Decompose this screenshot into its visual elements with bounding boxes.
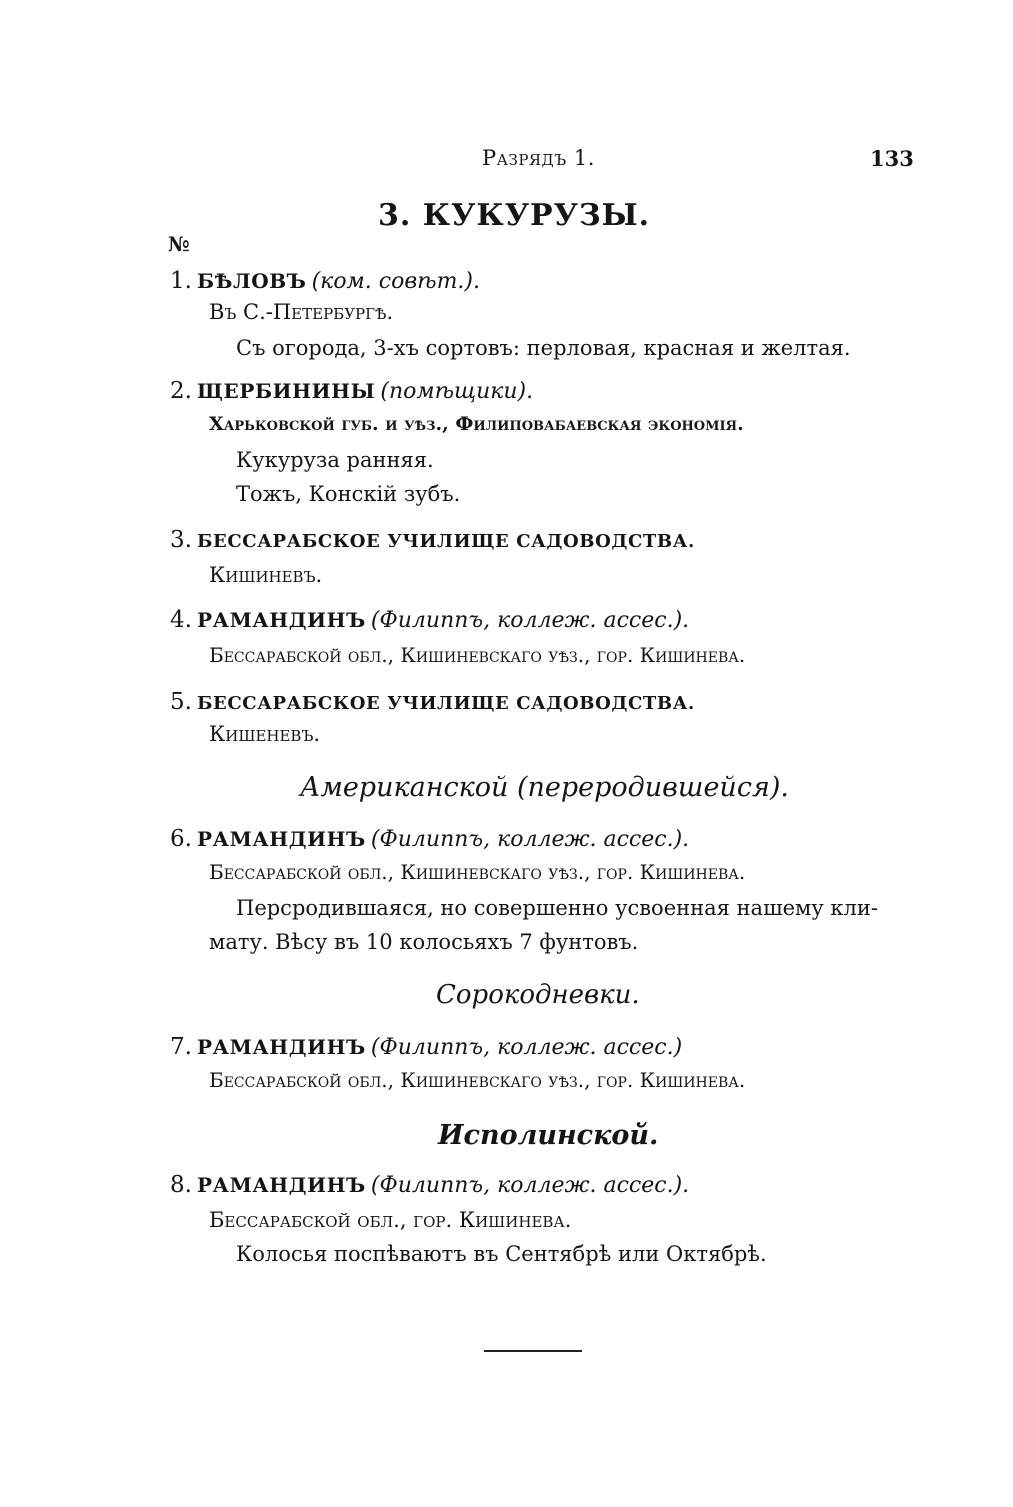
entry-3-heading	[170, 527, 695, 553]
entry-line: Кукуруза ранняя.	[236, 448, 434, 472]
entry-number: 7.	[170, 1034, 192, 1060]
entry-line: Бессарабской обл., гор. Кишинева.	[209, 1208, 572, 1232]
entry-line: Колосья поспѣваютъ въ Сентябрѣ или Октябрѣ.	[236, 1242, 767, 1266]
entry-name: РАМАНДИНЪ	[197, 827, 366, 851]
entry-number: 8.	[170, 1172, 192, 1198]
subheading: Американской (переродившейся).	[300, 772, 789, 803]
entry-line: Харьковской губ. и уѣз., Филиповабаевская экономія.	[209, 413, 744, 435]
entry-line: Съ огорода, 3-хъ сортовъ: перловая, красная и желтая.	[236, 336, 851, 360]
entry-line: мату. Вѣсу въ 10 колосьяхъ 7 фунтовъ.	[209, 930, 639, 954]
entry-line: Кишиневъ.	[209, 563, 323, 587]
number-sign: №	[168, 232, 190, 256]
entry-line: Бессарабской обл., Кишиневскаго уѣз., гор. Кишинева.	[209, 860, 746, 884]
entry-role: (Филиппъ, коллеж. ассес.).	[370, 827, 690, 852]
entry-number: 2.	[170, 378, 192, 404]
entry-name: БѢЛОВЪ	[197, 269, 307, 293]
running-header: Разрядъ 1.	[482, 146, 595, 170]
entry-name: БЕССАРАБСКОЕ УЧИЛИЩЕ САДОВОДСТВА.	[197, 693, 695, 714]
entry-1-heading	[170, 268, 480, 294]
end-rule	[484, 1350, 582, 1352]
entry-line: Тожъ, Конскій зубъ.	[236, 482, 461, 506]
entry-6-heading	[170, 826, 689, 852]
entry-role: (ком. совѣт.).	[311, 269, 480, 294]
entry-name: РАМАНДИНЪ	[197, 1035, 366, 1059]
entry-name: РАМАНДИНЪ	[197, 1173, 366, 1197]
entry-number: 1.	[170, 268, 192, 294]
entry-role: (Филиппъ, коллеж. ассес.).	[370, 608, 690, 633]
entry-line: Бессарабской обл., Кишиневскаго уѣз., гор. Кишинева.	[209, 1068, 746, 1092]
subheading: Сорокодневки.	[436, 980, 640, 1010]
entry-8-heading	[170, 1172, 689, 1198]
entry-role: (помѣщики).	[380, 379, 534, 404]
section-title: 3. КУКУРУЗЫ.	[378, 198, 651, 233]
entry-5-heading	[170, 689, 695, 715]
entry-role: (Филиппъ, коллеж. ассес.).	[370, 1173, 690, 1198]
entry-4-heading	[170, 607, 689, 633]
entry-line: Кишеневъ.	[209, 722, 321, 746]
entry-line: Бессарабской обл., Кишиневскаго уѣз., гор. Кишинева.	[209, 643, 746, 667]
entry-line: Перcродившаяся, но совершенно усвоенная нашему кли-	[236, 896, 878, 920]
entry-line: Въ С.-Петербургѣ.	[209, 300, 394, 324]
entry-2-heading	[170, 378, 533, 404]
entry-number: 3.	[170, 527, 192, 553]
page-number: 133	[870, 146, 914, 171]
entry-name: БЕССАРАБСКОЕ УЧИЛИЩЕ САДОВОДСТВА.	[197, 531, 695, 552]
entry-name: РАМАНДИНЪ	[197, 608, 366, 632]
entry-number: 4.	[170, 607, 192, 633]
entry-name: ЩЕРБИНИНЫ	[197, 379, 376, 403]
entry-number: 6.	[170, 826, 192, 852]
entry-7-heading	[170, 1034, 682, 1060]
subheading: Исполинской.	[438, 1120, 659, 1151]
entry-role: (Филиппъ, коллеж. ассес.)	[370, 1035, 683, 1060]
entry-number: 5.	[170, 689, 192, 715]
